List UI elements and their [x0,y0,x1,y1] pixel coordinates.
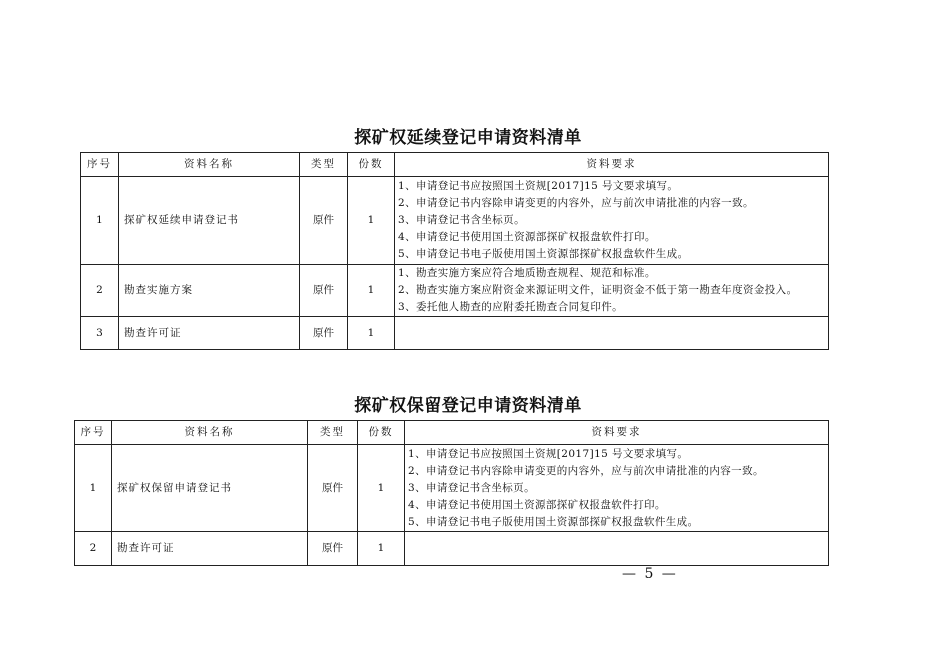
requirement-item: 1、勘查实施方案应符合地质勘查规程、规范和标准。 [398,267,656,279]
table-header-row [75,421,829,445]
row-copies: 1 [348,317,395,350]
header-req: 资料要求 [395,153,829,177]
table1-title: 探矿权延续登记申请资料清单 [354,128,582,148]
requirement-item: 4、申请登记书使用国土资源部探矿权报盘软件打印。 [408,498,666,511]
requirement-item: 2、申请登记书内容除申请变更的内容外，应与前次申请批准的内容一致。 [398,197,754,209]
table-row [75,532,829,566]
row-no: 1 [81,177,119,265]
row-no: 2 [81,265,119,317]
row-requirements [395,265,829,317]
header-name: 资料名称 [119,153,300,177]
requirement-item: 2、申请登记书内容除申请变更的内容外，应与前次申请批准的内容一致。 [408,464,764,477]
table2-title: 探矿权保留登记申请资料清单 [354,396,582,416]
page-number: — 5 — [622,566,678,582]
table-row [75,445,829,532]
requirement-item: 3、委托他人勘查的应附委托勘查合同复印件。 [398,301,624,313]
requirement-item: 5、申请登记书电子版使用国土资源部探矿权报盘软件生成。 [398,248,689,260]
table-row [81,317,829,350]
requirement-item: 3、申请登记书含坐标页。 [398,214,525,226]
row-name: 勘查实施方案 [119,265,300,317]
row-no: 2 [75,532,112,566]
table-header-row [81,153,829,177]
header-type: 类型 [300,153,348,177]
row-copies: 1 [358,532,405,566]
table-row [81,265,829,317]
row-copies: 1 [348,177,395,265]
requirement-item: 1、申请登记书应按照国土资规[2017]15 号文要求填写。 [408,447,689,460]
row-copies: 1 [348,265,395,317]
row-name: 勘查许可证 [112,532,308,566]
row-requirements [395,317,829,350]
row-requirements [405,532,829,566]
header-copies: 份数 [348,153,395,177]
requirement-item: 2、勘查实施方案应附资金来源证明文件，证明资金不低于第一勘查年度资金投入。 [398,284,798,296]
row-no: 1 [75,445,112,532]
header-no: 序号 [75,421,112,445]
header-req: 资料要求 [405,421,829,445]
requirement-item: 1、申请登记书应按照国土资规[2017]15 号文要求填写。 [398,180,679,192]
requirement-item: 5、申请登记书电子版使用国土资源部探矿权报盘软件生成。 [408,515,699,528]
header-type: 类型 [308,421,358,445]
header-copies: 份数 [358,421,405,445]
row-type: 原件 [308,532,358,566]
row-requirements [395,177,829,265]
requirement-item: 4、申请登记书使用国土资源部探矿权报盘软件打印。 [398,231,656,243]
header-no: 序号 [81,153,119,177]
row-name: 勘查许可证 [119,317,300,350]
row-type: 原件 [300,177,348,265]
retention-checklist-table [74,420,829,566]
row-type: 原件 [300,265,348,317]
extension-checklist-table [80,152,829,350]
header-name: 资料名称 [112,421,308,445]
row-type: 原件 [308,445,358,532]
row-no: 3 [81,317,119,350]
row-requirements [405,445,829,532]
row-name: 探矿权延续申请登记书 [119,177,300,265]
row-copies: 1 [358,445,405,532]
table-row [81,177,829,265]
row-type: 原件 [300,317,348,350]
row-name: 探矿权保留申请登记书 [112,445,308,532]
requirement-item: 3、申请登记书含坐标页。 [408,481,535,494]
